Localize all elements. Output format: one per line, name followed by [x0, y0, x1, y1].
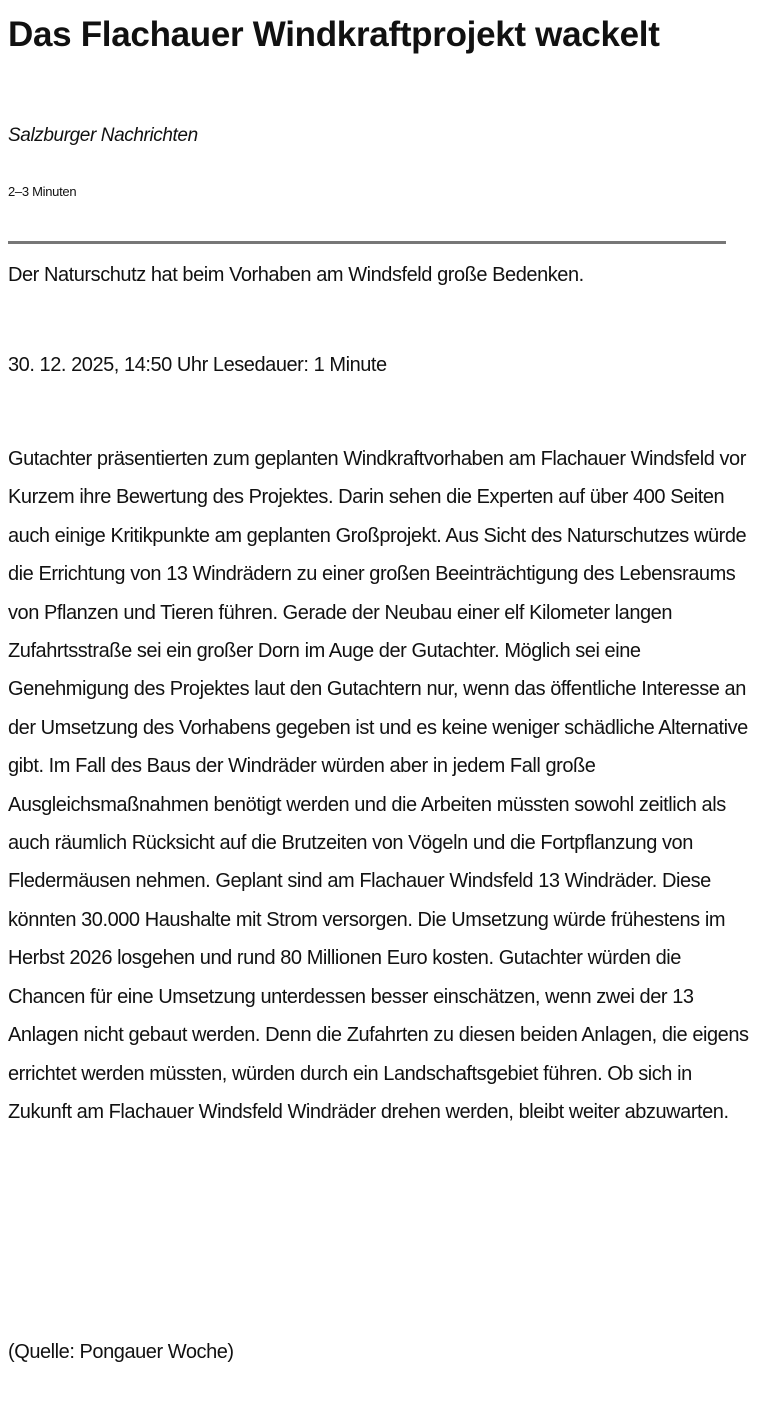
article-body: Gutachter präsentierten zum geplanten Windkraftvorhaben am Flachauer Windsfeld vor Kurzem ihre Bewertung des Projektes. Darin sehen die Experten auf über 400 Seiten auch einige Kritikpunkte am geplanten Großprojekt. Aus Sicht des Naturschutzes würde die Errichtung von 13 Windrädern zu einer großen Beeinträchtigung des Lebensraums von Pflanzen und Tieren führen. Gerade der Neubau einer elf Kilometer langen Zufahrtsstraße sei ein großer Dorn im Auge der Gutachter. Möglich sei eine Genehmigung des Projektes laut den Gutachtern nur, wenn das öffentliche Interesse an der Umsetzung des Vorhabens gegeben ist und es keine weniger schädliche Alternative gibt. Im Fall des Baus der Windräder würden aber in jedem Fall große Ausgleichsmaßnahmen benötigt werden und die Arbeiten müssten sowohl zeitlich als auch räumlich Rücksicht auf die Brutzeiten von Vögeln und die Fortpflanzung von Fledermäusen nehmen. Geplant sind am Flachauer Windsfeld 13 Windräder. Diese könnten 30.000 Haushalte mit Strom versorgen. Die Umsetzung würde frühestens im Herbst 2026 losgehen und rund 80 Millionen Euro kosten. Gutachter würden die Chancen für eine Umsetzung unterdessen besser einschätzen, wenn zwei der 13 Anlagen nicht gebaut werden. Denn die Zufahrten zu diesen beiden Anlagen, die eigens errichtet werden müssten, würden durch ein Landschaftsgebiet führen. Ob sich in Zukunft am Flachauer Windsfeld Windräder drehen werden, bleibt weiter abzuwarten.	[8, 448, 749, 1123]
header-divider	[8, 241, 726, 244]
reading-time: 2–3 Minuten	[8, 184, 77, 199]
article-title: Das Flachauer Windkraftprojekt wackelt	[8, 15, 660, 54]
article-source: Salzburger Nachrichten	[8, 125, 198, 146]
article-credit: (Quelle: Pongauer Woche)	[8, 1341, 234, 1363]
article-dateline: 30. 12. 2025, 14:50 Uhr Lesedauer: 1 Minute	[8, 354, 387, 376]
article-lead: Der Naturschutz hat beim Vorhaben am Windsfeld große Bedenken.	[8, 264, 584, 286]
